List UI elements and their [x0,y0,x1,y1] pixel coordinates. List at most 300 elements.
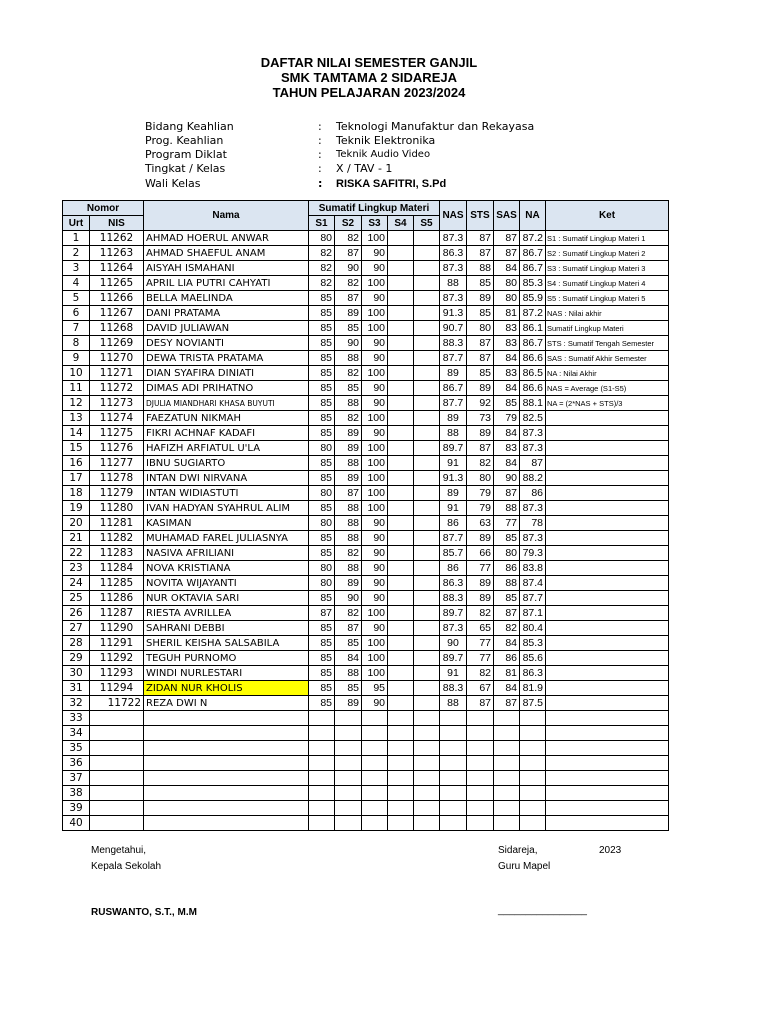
cell-nis: 11272 [90,381,144,396]
header-na: NA [520,201,546,231]
cell-nama: DANI PRATAMA [144,306,309,321]
cell-s2: 89 [335,696,362,711]
cell-s3: 95 [362,681,388,696]
cell-s3: 90 [362,336,388,351]
cell-s4 [388,606,414,621]
cell-sts [467,711,494,726]
cell-s4 [388,456,414,471]
cell-na: 85.3 [520,636,546,651]
cell-nama: KASIMAN [144,516,309,531]
cell-s4 [388,381,414,396]
cell-ket [546,651,669,666]
cell-s5 [414,291,440,306]
cell-sts: 85 [467,276,494,291]
cell-nis: 11284 [90,561,144,576]
cell-sts: 77 [467,561,494,576]
table-row [63,501,669,516]
info-label: Prog. Keahlian [145,134,224,147]
table-row [63,516,669,531]
cell-urt: 18 [63,486,90,501]
cell-na: 86.3 [520,666,546,681]
cell-s3: 90 [362,561,388,576]
cell-nama: WINDI NURLESTARI [144,666,309,681]
info-value: Teknik Audio Video [336,149,431,160]
cell-urt: 15 [63,441,90,456]
table-row [63,681,669,696]
cell-s5 [414,801,440,816]
header-s4: S4 [388,216,414,231]
cell-sas: 82 [494,621,520,636]
cell-sas: 79 [494,411,520,426]
cell-s2: 89 [335,471,362,486]
cell-nis: 11278 [90,471,144,486]
cell-urt: 25 [63,591,90,606]
cell-sas: 85 [494,396,520,411]
info-value: Teknik Elektronika [336,134,436,147]
cell-nama [144,771,309,786]
cell-urt: 3 [63,261,90,276]
cell-urt: 16 [63,456,90,471]
cell-s3: 100 [362,321,388,336]
cell-sas: 87 [494,696,520,711]
cell-s3: 90 [362,246,388,261]
table-row [63,336,669,351]
info-colon: : [318,177,323,190]
cell-sts: 73 [467,411,494,426]
cell-s5 [414,756,440,771]
cell-s3: 90 [362,396,388,411]
cell-nas: 90.7 [440,321,467,336]
cell-nama: DESY NOVIANTI [144,336,309,351]
cell-nis: 11274 [90,411,144,426]
cell-sas [494,726,520,741]
cell-ket: NAS : Nilai akhir [546,306,669,321]
cell-nama: IBNU SUGIARTO [144,456,309,471]
cell-sas: 84 [494,456,520,471]
cell-nas: 85.7 [440,546,467,561]
cell-s3: 90 [362,531,388,546]
cell-s3: 100 [362,606,388,621]
cell-s5 [414,396,440,411]
cell-sas: 86 [494,561,520,576]
cell-ket: S1 : Sumatif Lingkup Materi 1 [546,231,669,246]
cell-nama [144,756,309,771]
cell-s2: 84 [335,651,362,666]
cell-urt: 13 [63,411,90,426]
cell-sts: 77 [467,636,494,651]
cell-s5 [414,471,440,486]
cell-s4 [388,681,414,696]
table-row [63,771,669,786]
info-value: Teknologi Manufaktur dan Rekayasa [336,120,535,133]
cell-urt: 11 [63,381,90,396]
info-colon: : [318,134,322,147]
cell-na: 86 [520,486,546,501]
cell-s2: 89 [335,441,362,456]
cell-s3: 100 [362,306,388,321]
cell-na: 87 [520,456,546,471]
cell-na [520,771,546,786]
cell-na: 86.1 [520,321,546,336]
cell-s3: 100 [362,456,388,471]
cell-nas: 87.3 [440,261,467,276]
cell-s2 [335,756,362,771]
cell-nas: 86 [440,516,467,531]
cell-ket [546,501,669,516]
cell-s5 [414,516,440,531]
cell-urt: 29 [63,651,90,666]
cell-s4 [388,231,414,246]
cell-s3: 100 [362,486,388,501]
cell-sas: 86 [494,651,520,666]
cell-nas: 86.3 [440,576,467,591]
cell-s2: 85 [335,681,362,696]
cell-urt: 38 [63,786,90,801]
table-row [63,786,669,801]
table-row [63,561,669,576]
header-nis: NIS [90,216,144,231]
cell-sas: 80 [494,291,520,306]
cell-urt: 9 [63,351,90,366]
cell-s1: 85 [309,351,335,366]
cell-s2: 85 [335,381,362,396]
cell-ket: S2 : Sumatif Lingkup Materi 2 [546,246,669,261]
cell-sas: 84 [494,351,520,366]
cell-na: 87.4 [520,576,546,591]
cell-s1: 85 [309,666,335,681]
cell-s2 [335,741,362,756]
footer-year: 2023 [599,845,622,856]
cell-sas: 87 [494,246,520,261]
cell-s2 [335,726,362,741]
cell-nis: 11282 [90,531,144,546]
cell-s5 [414,636,440,651]
cell-na: 83.8 [520,561,546,576]
cell-sas: 83 [494,336,520,351]
cell-s5 [414,546,440,561]
cell-s1: 82 [309,276,335,291]
table-row [63,291,669,306]
cell-s5 [414,351,440,366]
cell-ket [546,786,669,801]
cell-s1 [309,741,335,756]
cell-sas: 87 [494,486,520,501]
cell-nas: 87.3 [440,291,467,306]
cell-nis: 11271 [90,366,144,381]
document-title-line1: DAFTAR NILAI SEMESTER GANJIL [260,55,478,70]
cell-urt: 31 [63,681,90,696]
cell-nas: 88 [440,426,467,441]
cell-nas: 87.3 [440,231,467,246]
cell-s4 [388,471,414,486]
cell-s2: 90 [335,591,362,606]
cell-s2: 90 [335,261,362,276]
cell-s5 [414,231,440,246]
table-row [63,696,669,711]
cell-s3 [362,711,388,726]
cell-s4 [388,621,414,636]
cell-nama [144,711,309,726]
cell-s4 [388,816,414,831]
cell-sas: 84 [494,636,520,651]
cell-s5 [414,486,440,501]
cell-nas: 89 [440,366,467,381]
header-nama: Nama [144,201,309,231]
cell-s3: 90 [362,576,388,591]
cell-s1: 87 [309,606,335,621]
cell-s4 [388,276,414,291]
header-s1: S1 [309,216,335,231]
cell-ket [546,576,669,591]
cell-nama [144,801,309,816]
cell-s2: 82 [335,276,362,291]
cell-nama: AHMAD SHAEFUL ANAM [144,246,309,261]
cell-s1: 85 [309,426,335,441]
cell-s2 [335,711,362,726]
cell-urt: 17 [63,471,90,486]
cell-s4 [388,246,414,261]
cell-s5 [414,381,440,396]
cell-s4 [388,561,414,576]
cell-nama: AHMAD HOERUL ANWAR [144,231,309,246]
cell-s2: 88 [335,666,362,681]
cell-ket [546,426,669,441]
header-sumatif: Sumatif Lingkup Materi [309,201,440,216]
cell-s3: 100 [362,471,388,486]
cell-na: 86.6 [520,351,546,366]
cell-s2: 87 [335,486,362,501]
cell-s5 [414,621,440,636]
cell-sts: 87 [467,696,494,711]
cell-s2: 82 [335,411,362,426]
cell-sas: 84 [494,426,520,441]
cell-s5 [414,651,440,666]
cell-urt: 37 [63,771,90,786]
cell-urt: 23 [63,561,90,576]
table-row [63,531,669,546]
cell-nis: 11266 [90,291,144,306]
cell-sts: 80 [467,471,494,486]
cell-urt: 1 [63,231,90,246]
cell-sas: 84 [494,261,520,276]
cell-nis: 11283 [90,546,144,561]
cell-nama [144,726,309,741]
cell-na: 80.4 [520,621,546,636]
cell-s1: 85 [309,336,335,351]
cell-urt: 2 [63,246,90,261]
cell-s3: 90 [362,261,388,276]
cell-nama: SHERIL KEISHA SALSABILA [144,636,309,651]
cell-na: 87.3 [520,426,546,441]
header-urt: Urt [63,216,90,231]
cell-ket [546,441,669,456]
cell-s1 [309,711,335,726]
cell-nis: 11273 [90,396,144,411]
cell-s2: 82 [335,366,362,381]
cell-s1: 85 [309,591,335,606]
cell-sts: 82 [467,456,494,471]
cell-s2: 82 [335,606,362,621]
cell-nas [440,786,467,801]
cell-s4 [388,756,414,771]
cell-s3: 90 [362,546,388,561]
cell-sas [494,786,520,801]
cell-nis: 11267 [90,306,144,321]
cell-s5 [414,696,440,711]
cell-na [520,801,546,816]
cell-s5 [414,456,440,471]
cell-s1: 80 [309,231,335,246]
cell-s5 [414,606,440,621]
table-row [63,546,669,561]
cell-nama: NOVA KRISTIANA [144,561,309,576]
cell-s2: 82 [335,231,362,246]
cell-sas: 85 [494,591,520,606]
cell-s5 [414,411,440,426]
cell-nama: FIKRI ACHNAF KADAFI [144,426,309,441]
cell-na: 79.3 [520,546,546,561]
cell-ket: Sumatif Lingkup Materi [546,321,669,336]
cell-s1: 80 [309,441,335,456]
cell-nas: 91.3 [440,306,467,321]
cell-s1: 85 [309,456,335,471]
cell-urt: 39 [63,801,90,816]
cell-s3: 90 [362,351,388,366]
cell-ket: NA : Nilai Akhir [546,366,669,381]
cell-s2: 87 [335,621,362,636]
cell-nis: 11268 [90,321,144,336]
cell-nas: 91 [440,501,467,516]
cell-urt: 28 [63,636,90,651]
cell-s5 [414,426,440,441]
cell-ket [546,696,669,711]
cell-s5 [414,726,440,741]
cell-s1: 85 [309,471,335,486]
table-row [63,756,669,771]
cell-urt: 27 [63,621,90,636]
cell-nis: 11294 [90,681,144,696]
cell-nama: DIMAS ADI PRIHATNO [144,381,309,396]
cell-s4 [388,741,414,756]
cell-nas: 90 [440,636,467,651]
cell-sas: 88 [494,576,520,591]
cell-sas: 87 [494,606,520,621]
table-row [63,651,669,666]
table-row [63,366,669,381]
cell-sas: 81 [494,666,520,681]
cell-sts: 65 [467,621,494,636]
cell-s5 [414,366,440,381]
cell-nis: 11291 [90,636,144,651]
cell-sas: 84 [494,681,520,696]
cell-nas: 87.3 [440,621,467,636]
cell-sts: 79 [467,501,494,516]
cell-urt: 33 [63,711,90,726]
cell-s3 [362,741,388,756]
cell-sts: 79 [467,486,494,501]
info-label: Wali Kelas [145,177,201,190]
cell-s3 [362,726,388,741]
cell-ket: S3 : Sumatif Lingkup Materi 3 [546,261,669,276]
cell-sts: 80 [467,321,494,336]
table-row [63,741,669,756]
cell-s1: 82 [309,261,335,276]
cell-nama [144,816,309,831]
table-row [63,411,669,426]
cell-ket [546,771,669,786]
cell-nis: 11279 [90,486,144,501]
cell-nis: 11722 [90,696,144,711]
cell-nama: DAVID JULIAWAN [144,321,309,336]
cell-nis [90,756,144,771]
cell-nas: 87.7 [440,351,467,366]
cell-s4 [388,351,414,366]
cell-sas: 81 [494,306,520,321]
cell-s3 [362,756,388,771]
cell-urt: 14 [63,426,90,441]
cell-s5 [414,741,440,756]
cell-nama: FAEZATUN NIKMAH [144,411,309,426]
cell-nas: 91.3 [440,471,467,486]
cell-s5 [414,591,440,606]
cell-nama: INTAN WIDIASTUTI [144,486,309,501]
cell-s2 [335,786,362,801]
cell-s2: 87 [335,246,362,261]
cell-urt: 40 [63,816,90,831]
cell-sts: 85 [467,366,494,381]
cell-urt: 36 [63,756,90,771]
cell-s4 [388,426,414,441]
cell-s4 [388,501,414,516]
cell-urt: 6 [63,306,90,321]
cell-sas [494,741,520,756]
cell-sts: 89 [467,576,494,591]
cell-nis: 11293 [90,666,144,681]
cell-s4 [388,786,414,801]
cell-s3: 90 [362,426,388,441]
cell-ket [546,486,669,501]
cell-s2: 88 [335,516,362,531]
cell-sts: 77 [467,651,494,666]
cell-s5 [414,441,440,456]
footer-mengetahui: Mengetahui, [91,845,147,856]
cell-s4 [388,801,414,816]
cell-na: 85.9 [520,291,546,306]
table-row [63,486,669,501]
cell-s2: 88 [335,396,362,411]
cell-s5 [414,816,440,831]
cell-s1: 85 [309,696,335,711]
cell-sts [467,741,494,756]
cell-nas [440,771,467,786]
cell-s1: 85 [309,411,335,426]
cell-s1: 85 [309,636,335,651]
cell-ket [546,711,669,726]
cell-s1: 80 [309,576,335,591]
cell-s1: 85 [309,651,335,666]
table-row [63,621,669,636]
cell-s4 [388,636,414,651]
info-label: Bidang Keahlian [145,120,234,133]
info-value: RISKA SAFITRI, S.Pd [336,178,447,190]
cell-na: 87.7 [520,591,546,606]
cell-nis: 11277 [90,456,144,471]
cell-sts: 87 [467,441,494,456]
table-row [63,276,669,291]
cell-s5 [414,261,440,276]
cell-ket [546,741,669,756]
cell-urt: 20 [63,516,90,531]
